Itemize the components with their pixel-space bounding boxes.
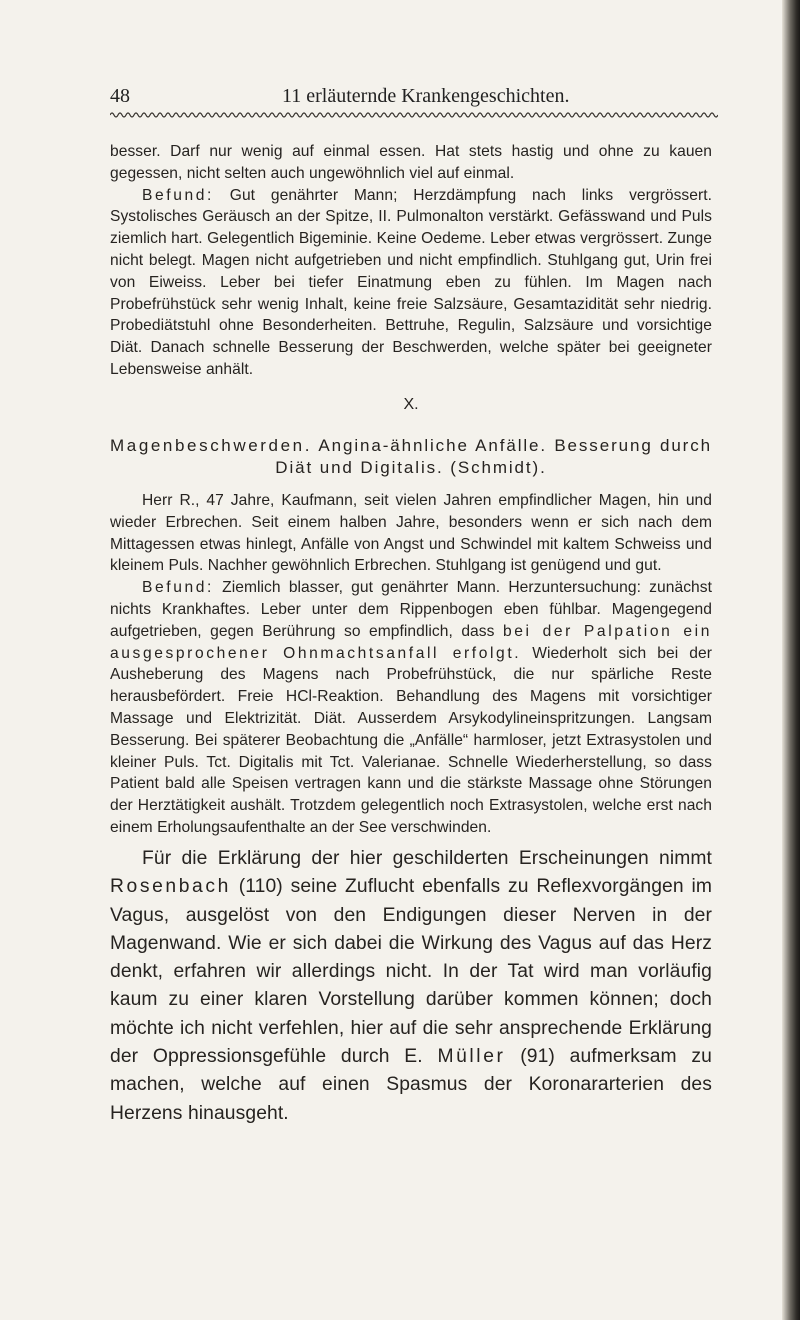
discussion-text [110, 845, 712, 1128]
paragraph-case-ix [110, 141, 712, 381]
discussion-paragraph [110, 845, 712, 1128]
author-name-mueller: Müller [437, 1046, 506, 1068]
page-number: 48 [110, 85, 130, 107]
befund-label: Befund: [142, 579, 214, 597]
section-number: X. [403, 396, 419, 413]
case-ix-findings: Gut genährter Mann; Herzdämpfung nach links vergrössert. Systolisches Geräusch an der Spitze, II. Pulmonalton verstärkt. Gefässwand und Puls ziemlich hart. Gelegentlich Bigeminie. Keine Oedeme. Leber etwas vergrössert. Zunge nicht belegt. Magen nicht aufgetrieben und nicht empfindlich. Stuhlgang gut, Urin frei von Eiweiss. Leber bei tiefer Einatmung eben zu fühlen. Im Magen nach Probefrühstück sehr wenig Inhalt, keine freie Salzsäure, Gesamtazidität sehr niedrig. Probediätstuhl ohne Besonderheiten. Bettruhe, Regulin, Salzsäure und vorsichtige Diät. Danach schnelle Besserung der Beschwerden, welche später bei geeigneter Lebensweise anhält. [110, 186, 712, 378]
section-title-rest: Angina-ähnliche Anfälle. Besserung durch Diät und Digitalis. (Schmidt). [275, 436, 712, 477]
case-ix-history: besser. Darf nur wenig auf einmal essen. Hat stets hastig und ohne zu kauen gegessen, nicht selten auch ungewöhnlich viel auf einmal. [110, 143, 712, 182]
case-x-history: Herr R., 47 Jahre, Kaufmann, seit vielen Jahren empfindlicher Magen, hin und wieder Erbrechen. Seit einem halben Jahre, besonders wenn er sich nach dem Mittagessen etwas hinlegt, Anfälle von Angst und Schwindel mit kaltem Schweiss und kleinem Puls. Nachher gewöhnlich Erbrechen. Stuhlgang ist genügend und gut. [110, 492, 712, 575]
wavy-rule-divider [110, 110, 718, 120]
section-heading [110, 395, 712, 479]
befund-label: Befund: [142, 186, 214, 204]
case-x-findings-text: Ziemlich blasser, gut genährter Mann. Herzuntersuchung: zunächst nichts Krankhaftes. Leber unter dem Rippenbogen eben fühlbar. Magengegend aufgetrieben, gegen Berührung so empfindlich, dass [110, 579, 712, 640]
discussion-text-3: (91) aufmerksam zu machen, welche auf einen Spasmus der Koronararterien des Herzens hinausgeht. [110, 1046, 712, 1124]
book-binding-edge [782, 0, 800, 1320]
section-title [110, 435, 712, 479]
case-x-paragraph [110, 490, 712, 839]
section-title-lead: Magenbeschwerden. [110, 436, 313, 455]
running-head: 11 erläuternde Krankengeschichten. [282, 85, 570, 107]
case-x-findings [110, 577, 712, 839]
case-x-course: Wiederholt sich bei der Ausheberung des Magens nach Probefrühstück, die nur spärliche Reste herausbefördert. Freie HCl-Reaktion. Behandlung des Magens mit vorsichtiger Massage und Elektrizität. Diät. Ausserdem Arsykodylineinspritzungen. Langsam Besserung. Bei späterer Beobachtung die „Anfälle“ harmloser, jetzt Extrasystolen und kleiner Puls. Tct. Digitalis mit Tct. Valerianae. Schnelle Wiederherstellung, so dass Patient bald alle Speisen vertragen kann und die stärkste Massage ohne Störungen der Herztätigkeit aushält. Trotzdem gelegentlich noch Extrasystolen, welche erst nach einem Erholungsaufenthalte an der See verschwinden. [110, 644, 712, 836]
page-header [110, 84, 710, 108]
discussion-text-1: Für die Erklärung der hier geschilderten Erscheinungen nimmt [142, 848, 712, 869]
author-name-rosenbach: Rosenbach [110, 876, 231, 898]
wavy-rule-line [110, 113, 718, 117]
case-continuation-paragraph [110, 141, 712, 381]
discussion-text-2: (110) seine Zuflucht ebenfalls zu Reflexvorgängen im Vagus, ausgelöst von den Endigungen dieser Nerven in der Magenwand. Wie er sich dabei die Wirkung des Vagus auf das Herz denkt, erfahren wir allerdings nicht. In der Tat wird man vorläufig kaum zu einer klaren Vorstellung darüber kommen können; doch möchte ich nicht verfehlen, hier auf die sehr ansprechende Erklärung der Oppressionsgefühle durch E. [110, 876, 712, 1068]
emphasized-phrase: bei der Palpation ein ausgesprochener Ohnmachtsanfall erfolgt. [110, 622, 712, 662]
